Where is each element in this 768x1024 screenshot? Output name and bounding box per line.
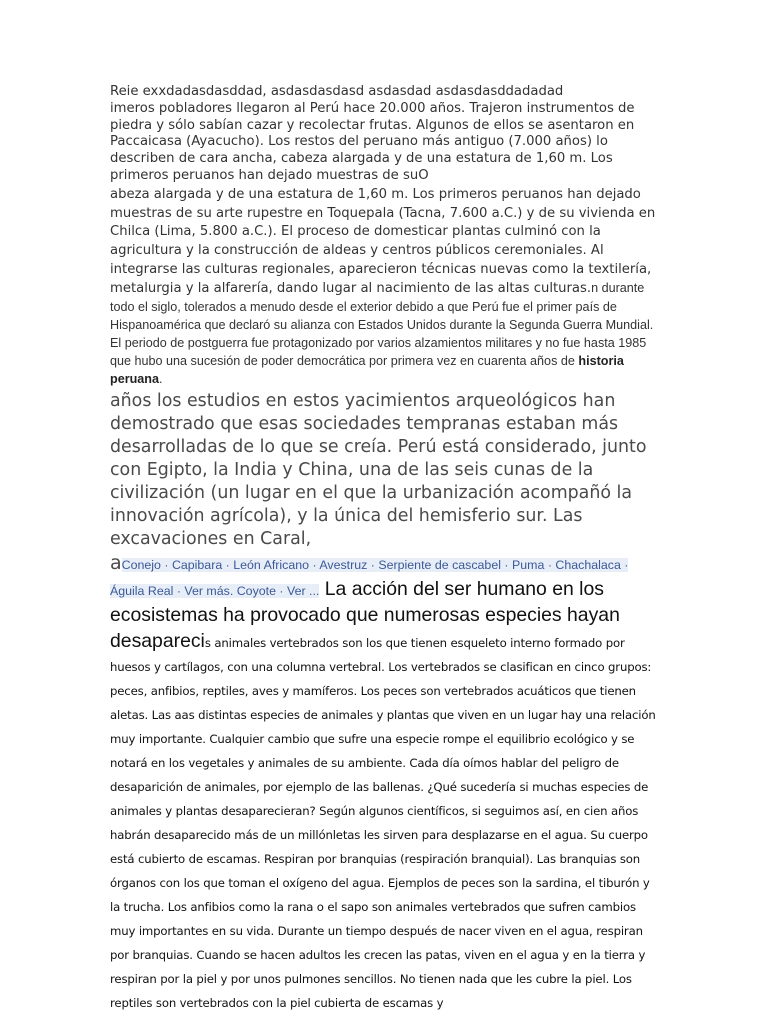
animal-link[interactable]: Serpiente de cascabel: [378, 557, 501, 572]
historia-peruana-bold: historia peruana: [110, 353, 624, 386]
link-separator: ·: [367, 557, 379, 572]
period-text: .: [159, 371, 163, 386]
paragraph-first-settlers: imeros pobladores llegaron al Perú hace 20.000 años. Trajeron instrumentos de piedra y sólo sabían cazar y recolectar frutas. Algunos de ellos se asentaron en Paccaicasa (Ayacucho). Los restos del peruano más antiguo (7.000 años) lo describen de cara ancha, cabeza alargada y de una estatura de 1,60 m. Los primeros peruanos han dejado muestras de suO: [110, 100, 635, 183]
animal-link[interactable]: Conejo: [121, 557, 161, 572]
link-separator: ·: [160, 557, 172, 572]
animal-link[interactable]: Ver ...: [287, 583, 320, 598]
link-separator: ·: [275, 583, 287, 598]
animal-link[interactable]: Ver más. Coyote: [184, 583, 276, 598]
animal-link[interactable]: Chachalaca: [555, 557, 621, 572]
link-separator: ·: [544, 557, 556, 572]
paragraph-vertebrates-inline: s animales vertebrados son los que tienen esqueleto interno formado por huesos y cartílagos, con una columna vertebral. Los vertebrados se clasifican en cinco grupos: peces, anfibios, reptiles, aves y mamíferos. Los peces son vertebrados acuáticos que tienen aletas. Las aas distintas especies de animales y plantas que viven en un lugar hay una relación muy importante. Cualquier cambio que sufre una especie rompe el equilibrio ecológico y se notará en los vegetales y animales de su ambiente. Cada día oímos hablar del peligro de desaparición de animales, por ejemplo de las ballenas. ¿Qué sucedería si muchas especies de animales y plantas desaparecieran? Según algunos científicos, si seguimos así, en cien años habrán desaparecido más de un millónletas les sirven para desplazarse en el agua. Su cuerpo está cubierto de escamas. Respiran por branquias (respiración branquial). Las branquias son órganos con los que toman el oxígeno del agua. Ejemplos de peces son la sardina, el tiburón y la trucha. Los anfibios como la rana o el sapo son animales vertebrados que sufren cambios muy importantes en su vida. Durante un tiempo después de nacer viven en el agua, respiran por branquias. Cuando se hacen adultos les crecen las patas, viven en el agua y en la tierra y respiran por la piel y por unos pulmones sencillos. No tienen nada que les cubre la piel. Los reptiles son vertebrados con la piel cubierta de escamas y: [110, 635, 656, 1010]
link-separator: ·: [309, 557, 320, 572]
animal-link[interactable]: Avestruz: [319, 557, 368, 572]
animal-link[interactable]: Puma: [512, 557, 545, 572]
link-separator: ·: [222, 557, 234, 572]
link-separator: ·: [173, 583, 185, 598]
animal-link[interactable]: Capibara: [171, 557, 223, 572]
paragraph-cultures-text: abeza alargada y de una estatura de 1,60 m. Los primeros peruanos han dejado muestras de su arte rupestre en Toquepala (Tacna, 7.600 a.C.) y de su vivienda en Chilca (Lima, 5.800 a.C.). El proceso de domesticar plantas culminó con la agricultura y la construcción de aldeas y centros públicos ceremoniales. Al integrarse las culturas regionales, aparecieron técnicas nuevas como la textilería, metalurgia y la alfarería, dando lugar al nacimiento de las altas culturas.: [110, 186, 656, 296]
paragraph-civilization: años los estudios en estos yacimientos arqueológicos han demostrado que esas sociedades tempranas estaban más desarrolladas de lo que se creía. Perú está considerado, junto con Egipto, la India y China, una de las seis cunas de la civilización (un lugar en el que la urbanización acompañó la innovación agrícola), y la única del hemisferio sur. Las excavaciones en Caral,: [110, 390, 647, 549]
link-separator: ·: [620, 557, 629, 572]
lead-sentence: La acción del ser humano en los ecosistemas ha provocado que numerosas especies hayan desapareci: [110, 577, 620, 652]
document-heading: Reie exxdadasdasddad, asdasdasdasd asdasdad asdasdasddadadad: [110, 84, 564, 99]
paragraph-politics-text: n durante todo el siglo, tolerados a menudo desde el exterior debido a que Perú fue el primer país de Hispanoamérica que declaró su alianza con Estados Unidos durante la Segunda Guerra Mundial. El periodo de postguerra fue protagonizado por varios alzamientos militares y no fue hasta 1985 que hubo una sucesión de poder democrática por primera vez en cuarenta años de: [110, 280, 654, 368]
letter-a: a: [110, 551, 122, 574]
paragraph-mixed: [110, 551, 658, 1015]
document-page: [110, 84, 658, 1015]
link-separator: ·: [500, 557, 512, 572]
animal-link[interactable]: Águila Real: [110, 583, 174, 598]
paragraph-cultures: [110, 185, 658, 388]
animal-link[interactable]: León Africano: [233, 557, 310, 572]
